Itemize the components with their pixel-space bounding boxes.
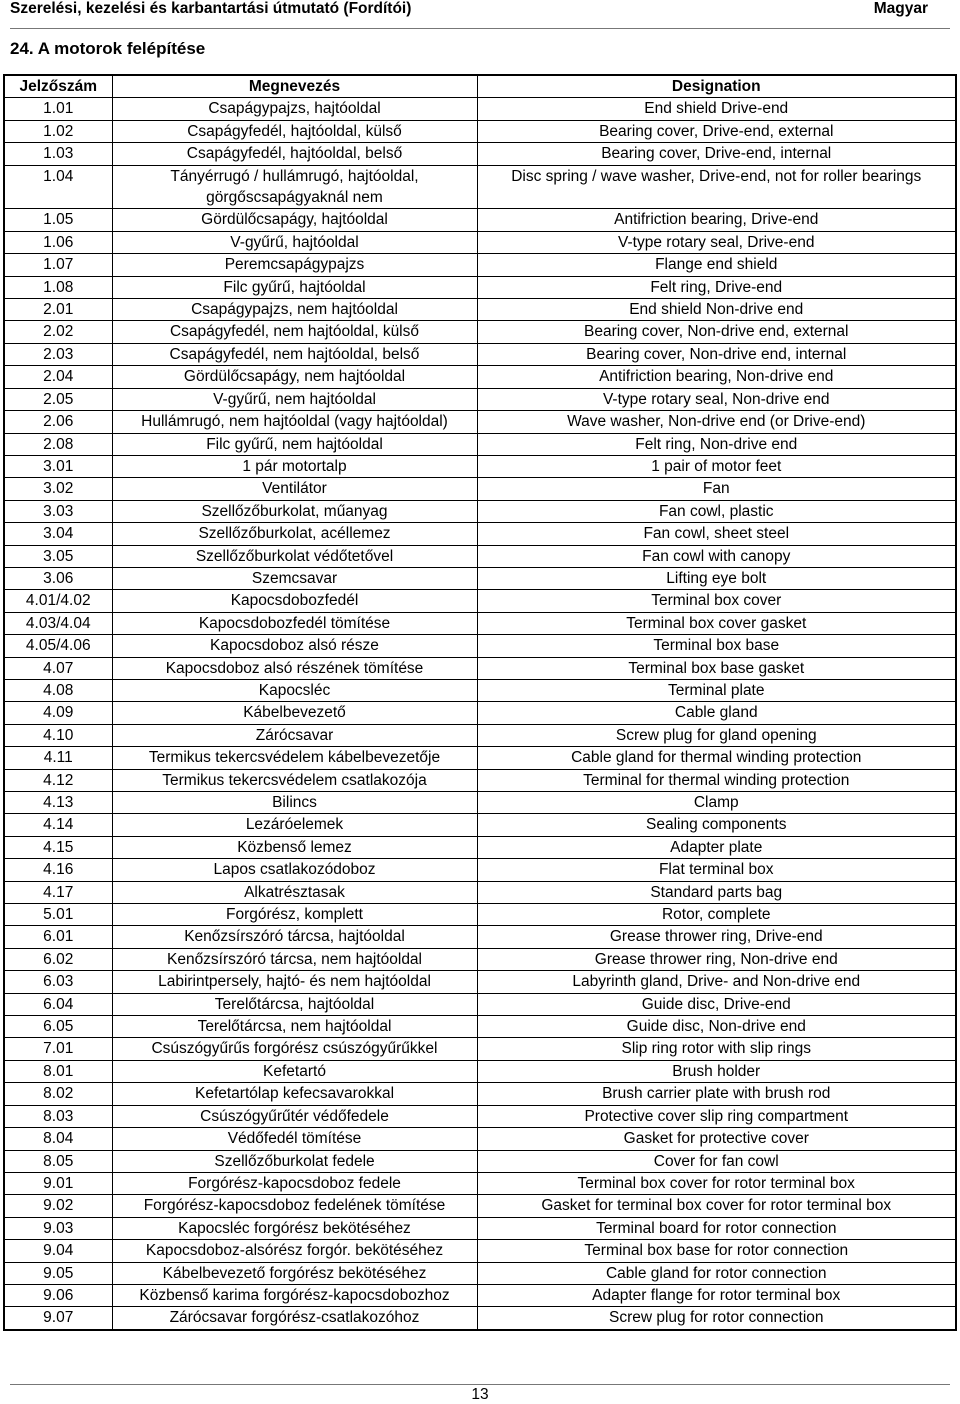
reference-number-cell: 6.01	[4, 926, 112, 948]
designation-cell: Standard parts bag	[477, 881, 956, 903]
table-row	[4, 993, 956, 1015]
hungarian-name-cell: Forgórész-kapocsdoboz fedele	[112, 1172, 477, 1194]
reference-number-cell: 5.01	[4, 904, 112, 926]
table-row	[4, 388, 956, 410]
reference-number-cell: 2.04	[4, 366, 112, 388]
designation-cell: Flat terminal box	[477, 859, 956, 881]
designation-cell: Cover for fan cowl	[477, 1150, 956, 1172]
hungarian-name-cell: Csapágypajzs, nem hajtóoldal	[112, 299, 477, 321]
designation-cell: Brush holder	[477, 1060, 956, 1082]
reference-number-cell: 4.12	[4, 769, 112, 791]
designation-cell: Terminal board for rotor connection	[477, 1217, 956, 1239]
hungarian-name-cell: Filc gyűrű, hajtóoldal	[112, 276, 477, 298]
designation-cell: Fan cowl with canopy	[477, 545, 956, 567]
reference-number-cell: 2.08	[4, 433, 112, 455]
reference-number-cell: 4.07	[4, 657, 112, 679]
reference-number-cell: 4.01/4.02	[4, 590, 112, 612]
footer-divider	[10, 1384, 950, 1385]
hungarian-name-cell: V-gyűrű, hajtóoldal	[112, 231, 477, 253]
table-row	[4, 1150, 956, 1172]
reference-number-cell: 1.07	[4, 254, 112, 276]
hungarian-name-cell: Kapocsdobozfedél tömítése	[112, 612, 477, 634]
hungarian-name-cell: Kenőzsírszóró tárcsa, hajtóoldal	[112, 926, 477, 948]
designation-cell: Labyrinth gland, Drive- and Non-drive end	[477, 971, 956, 993]
hungarian-name-cell: Terelőtárcsa, nem hajtóoldal	[112, 1016, 477, 1038]
designation-cell: Screw plug for gland opening	[477, 724, 956, 746]
reference-number-cell: 4.03/4.04	[4, 612, 112, 634]
hungarian-name-cell: Közbenső karima forgórész-kapocsdobozhoz	[112, 1284, 477, 1306]
hungarian-name-cell: Gördülőcsapágy, hajtóoldal	[112, 209, 477, 231]
designation-cell: Sealing components	[477, 814, 956, 836]
table-row	[4, 366, 956, 388]
table-row	[4, 1262, 956, 1284]
hungarian-name-cell: Szellőzőburkolat védőtetővel	[112, 545, 477, 567]
designation-cell: V-type rotary seal, Drive-end	[477, 231, 956, 253]
table-row	[4, 209, 956, 231]
table-row	[4, 143, 956, 165]
hungarian-name-cell: Kefetartó	[112, 1060, 477, 1082]
document-header-title: Szerelési, kezelési és karbantartási útmutató (Fordítói)	[10, 0, 412, 17]
table-row	[4, 231, 956, 253]
table-row	[4, 523, 956, 545]
reference-number-cell: 3.05	[4, 545, 112, 567]
designation-cell: End shield Non-drive end	[477, 299, 956, 321]
table-row	[4, 1172, 956, 1194]
hungarian-name-cell: Kapocsléc forgórész bekötéséhez	[112, 1217, 477, 1239]
designation-cell: Terminal box cover	[477, 590, 956, 612]
reference-number-cell: 3.06	[4, 567, 112, 589]
designation-cell: Cable gland	[477, 702, 956, 724]
designation-cell: Felt ring, Non-drive end	[477, 433, 956, 455]
hungarian-name-cell: Kapocsdobozfedél	[112, 590, 477, 612]
designation-cell: Wave washer, Non-drive end (or Drive-end)	[477, 411, 956, 433]
table-row	[4, 948, 956, 970]
designation-cell: Flange end shield	[477, 254, 956, 276]
hungarian-name-cell: Gördülőcsapágy, nem hajtóoldal	[112, 366, 477, 388]
designation-cell: Brush carrier plate with brush rod	[477, 1083, 956, 1105]
table-row	[4, 411, 956, 433]
reference-number-cell: 4.13	[4, 792, 112, 814]
hungarian-name-cell: Kábelbevezető	[112, 702, 477, 724]
designation-cell: Terminal box base gasket	[477, 657, 956, 679]
table-row	[4, 836, 956, 858]
designation-cell: Grease thrower ring, Non-drive end	[477, 948, 956, 970]
table-row	[4, 343, 956, 365]
hungarian-name-cell: Hullámrugó, nem hajtóoldal (vagy hajtóoldal)	[112, 411, 477, 433]
designation-cell: Cable gland for rotor connection	[477, 1262, 956, 1284]
table-row	[4, 1038, 956, 1060]
designation-cell: Adapter flange for rotor terminal box	[477, 1284, 956, 1306]
designation-cell: Felt ring, Drive-end	[477, 276, 956, 298]
hungarian-name-cell: Zárócsavar forgórész-csatlakozóhoz	[112, 1307, 477, 1330]
reference-number-cell: 4.09	[4, 702, 112, 724]
table-row	[4, 98, 956, 120]
reference-number-cell: 9.04	[4, 1240, 112, 1262]
designation-cell: Rotor, complete	[477, 904, 956, 926]
designation-cell: V-type rotary seal, Non-drive end	[477, 388, 956, 410]
designation-cell: Terminal box cover gasket	[477, 612, 956, 634]
reference-number-cell: 3.04	[4, 523, 112, 545]
designation-cell: Slip ring rotor with slip rings	[477, 1038, 956, 1060]
table-row	[4, 478, 956, 500]
table-row	[4, 769, 956, 791]
reference-number-cell: 9.01	[4, 1172, 112, 1194]
designation-cell: Fan	[477, 478, 956, 500]
reference-number-cell: 8.02	[4, 1083, 112, 1105]
reference-number-cell: 6.02	[4, 948, 112, 970]
hungarian-name-cell: Csapágyfedél, nem hajtóoldal, külső	[112, 321, 477, 343]
table-row	[4, 120, 956, 142]
reference-number-cell: 9.03	[4, 1217, 112, 1239]
header-divider	[10, 28, 950, 29]
table-row	[4, 321, 956, 343]
hungarian-name-cell: Forgórész-kapocsdoboz fedelének tömítése	[112, 1195, 477, 1217]
table-row	[4, 590, 956, 612]
table-row	[4, 747, 956, 769]
hungarian-name-cell: Kenőzsírszóró tárcsa, nem hajtóoldal	[112, 948, 477, 970]
hungarian-name-cell: Szellőzőburkolat, acéllemez	[112, 523, 477, 545]
reference-number-cell: 8.03	[4, 1105, 112, 1127]
designation-cell: Bearing cover, Non-drive end, internal	[477, 343, 956, 365]
reference-number-cell: 4.11	[4, 747, 112, 769]
reference-number-cell: 9.05	[4, 1262, 112, 1284]
hungarian-name-cell: Labirintpersely, hajtó- és nem hajtóoldal	[112, 971, 477, 993]
hungarian-name-cell: Védőfedél tömítése	[112, 1128, 477, 1150]
hungarian-name-cell: Filc gyűrű, nem hajtóoldal	[112, 433, 477, 455]
reference-number-cell: 2.05	[4, 388, 112, 410]
reference-number-cell: 8.04	[4, 1128, 112, 1150]
column-header-designation: Designation	[477, 75, 956, 98]
table-row	[4, 500, 956, 522]
designation-cell: Bearing cover, Drive-end, internal	[477, 143, 956, 165]
table-row	[4, 1240, 956, 1262]
table-row	[4, 1083, 956, 1105]
reference-number-cell: 3.01	[4, 455, 112, 477]
hungarian-name-cell: Szemcsavar	[112, 567, 477, 589]
hungarian-name-cell: Kapocsdoboz alsó része	[112, 635, 477, 657]
hungarian-name-cell: Kapocsdoboz-alsórész forgór. bekötéséhez	[112, 1240, 477, 1262]
hungarian-name-cell: Csúszógyűrűtér védőfedele	[112, 1105, 477, 1127]
reference-number-cell: 2.01	[4, 299, 112, 321]
reference-number-cell: 1.03	[4, 143, 112, 165]
table-row	[4, 1060, 956, 1082]
reference-number-cell: 4.15	[4, 836, 112, 858]
designation-cell: Bearing cover, Non-drive end, external	[477, 321, 956, 343]
hungarian-name-cell: Kábelbevezető forgórész bekötéséhez	[112, 1262, 477, 1284]
designation-cell: Cable gland for thermal winding protection	[477, 747, 956, 769]
reference-number-cell: 4.05/4.06	[4, 635, 112, 657]
reference-number-cell: 1.04	[4, 165, 112, 209]
designation-cell: Fan cowl, plastic	[477, 500, 956, 522]
reference-number-cell: 6.04	[4, 993, 112, 1015]
reference-number-cell: 4.08	[4, 679, 112, 701]
table-body	[4, 98, 956, 1330]
table-row	[4, 881, 956, 903]
hungarian-name-cell: Csapágyfedél, hajtóoldal, belső	[112, 143, 477, 165]
designation-cell: Gasket for protective cover	[477, 1128, 956, 1150]
section-title: 24. A motorok felépítése	[10, 39, 206, 58]
reference-number-cell: 2.02	[4, 321, 112, 343]
table-row	[4, 971, 956, 993]
designation-cell: Antifriction bearing, Non-drive end	[477, 366, 956, 388]
table-row	[4, 299, 956, 321]
designation-cell: Terminal for thermal winding protection	[477, 769, 956, 791]
designation-cell: Antifriction bearing, Drive-end	[477, 209, 956, 231]
hungarian-name-cell: Terelőtárcsa, hajtóoldal	[112, 993, 477, 1015]
table-row	[4, 859, 956, 881]
hungarian-name-cell: Csapágyfedél, nem hajtóoldal, belső	[112, 343, 477, 365]
hungarian-name-cell: Kefetartólap kefecsavarokkal	[112, 1083, 477, 1105]
hungarian-name-cell: Ventilátor	[112, 478, 477, 500]
hungarian-name-cell: Bilincs	[112, 792, 477, 814]
table-row	[4, 814, 956, 836]
table-row	[4, 657, 956, 679]
table-row	[4, 612, 956, 634]
table-row	[4, 792, 956, 814]
hungarian-name-cell: Peremcsapágypajzs	[112, 254, 477, 276]
designation-cell: Fan cowl, sheet steel	[477, 523, 956, 545]
hungarian-name-cell: Kapocsléc	[112, 679, 477, 701]
designation-cell: Gasket for terminal box cover for rotor terminal box	[477, 1195, 956, 1217]
reference-number-cell: 4.16	[4, 859, 112, 881]
table-row	[4, 1016, 956, 1038]
table-row	[4, 1284, 956, 1306]
table-row	[4, 904, 956, 926]
reference-number-cell: 3.02	[4, 478, 112, 500]
hungarian-name-cell: Lezáróelemek	[112, 814, 477, 836]
reference-number-cell: 1.02	[4, 120, 112, 142]
designation-cell: Screw plug for rotor connection	[477, 1307, 956, 1330]
reference-number-cell: 6.05	[4, 1016, 112, 1038]
hungarian-name-cell: Termikus tekercsvédelem kábelbevezetője	[112, 747, 477, 769]
table-row	[4, 1307, 956, 1330]
table-row	[4, 1105, 956, 1127]
table-row	[4, 545, 956, 567]
table-row	[4, 567, 956, 589]
hungarian-name-cell: Alkatrésztasak	[112, 881, 477, 903]
designation-cell: Grease thrower ring, Drive-end	[477, 926, 956, 948]
hungarian-name-cell: Lapos csatlakozódoboz	[112, 859, 477, 881]
designation-cell: Terminal box base	[477, 635, 956, 657]
designation-cell: Disc spring / wave washer, Drive-end, not for roller bearings	[477, 165, 956, 209]
designation-cell: Adapter plate	[477, 836, 956, 858]
table-row	[4, 433, 956, 455]
hungarian-name-cell: Csúszógyűrűs forgórész csúszógyűrűkkel	[112, 1038, 477, 1060]
table-row	[4, 165, 956, 209]
table-row	[4, 1128, 956, 1150]
reference-number-cell: 1.01	[4, 98, 112, 120]
document-header-language: Magyar	[873, 0, 928, 17]
hungarian-name-cell: Szellőzőburkolat, műanyag	[112, 500, 477, 522]
designation-cell: Bearing cover, Drive-end, external	[477, 120, 956, 142]
hungarian-name-cell: Zárócsavar	[112, 724, 477, 746]
reference-number-cell: 1.05	[4, 209, 112, 231]
reference-number-cell: 2.06	[4, 411, 112, 433]
designation-cell: 1 pair of motor feet	[477, 455, 956, 477]
designation-cell: End shield Drive-end	[477, 98, 956, 120]
designation-cell: Protective cover slip ring compartment	[477, 1105, 956, 1127]
designation-cell: Lifting eye bolt	[477, 567, 956, 589]
table-row	[4, 724, 956, 746]
hungarian-name-cell: Termikus tekercsvédelem csatlakozója	[112, 769, 477, 791]
designation-cell: Guide disc, Drive-end	[477, 993, 956, 1015]
reference-number-cell: 4.17	[4, 881, 112, 903]
reference-number-cell: 4.14	[4, 814, 112, 836]
table-row	[4, 926, 956, 948]
reference-number-cell: 3.03	[4, 500, 112, 522]
reference-number-cell: 9.06	[4, 1284, 112, 1306]
table-row	[4, 702, 956, 724]
table-row	[4, 635, 956, 657]
reference-number-cell: 9.02	[4, 1195, 112, 1217]
hungarian-name-cell: Szellőzőburkolat fedele	[112, 1150, 477, 1172]
table-row	[4, 276, 956, 298]
column-header-hungarian-name: Megnevezés	[112, 75, 477, 98]
table-row	[4, 679, 956, 701]
designation-cell: Terminal plate	[477, 679, 956, 701]
hungarian-name-cell: Közbenső lemez	[112, 836, 477, 858]
table-row	[4, 1195, 956, 1217]
reference-number-cell: 1.06	[4, 231, 112, 253]
hungarian-name-cell: V-gyűrű, nem hajtóoldal	[112, 388, 477, 410]
reference-number-cell: 8.01	[4, 1060, 112, 1082]
hungarian-name-cell: Csapágypajzs, hajtóoldal	[112, 98, 477, 120]
parts-table	[3, 74, 957, 1331]
designation-cell: Terminal box cover for rotor terminal box	[477, 1172, 956, 1194]
hungarian-name-cell: Tányérrugó / hullámrugó, hajtóoldal, görgőscsapágyaknál nem	[112, 165, 477, 209]
table-row	[4, 254, 956, 276]
hungarian-name-cell: Forgórész, komplett	[112, 904, 477, 926]
reference-number-cell: 6.03	[4, 971, 112, 993]
designation-cell: Terminal box base for rotor connection	[477, 1240, 956, 1262]
reference-number-cell: 1.08	[4, 276, 112, 298]
reference-number-cell: 2.03	[4, 343, 112, 365]
reference-number-cell: 9.07	[4, 1307, 112, 1330]
page-number: 13	[471, 1386, 489, 1403]
hungarian-name-cell: 1 pár motortalp	[112, 455, 477, 477]
hungarian-name-cell: Kapocsdoboz alsó részének tömítése	[112, 657, 477, 679]
designation-cell: Guide disc, Non-drive end	[477, 1016, 956, 1038]
reference-number-cell: 8.05	[4, 1150, 112, 1172]
table-header-row	[4, 75, 956, 98]
table-row	[4, 1217, 956, 1239]
designation-cell: Clamp	[477, 792, 956, 814]
hungarian-name-cell: Csapágyfedél, hajtóoldal, külső	[112, 120, 477, 142]
column-header-reference-number: Jelzőszám	[4, 75, 112, 98]
reference-number-cell: 7.01	[4, 1038, 112, 1060]
reference-number-cell: 4.10	[4, 724, 112, 746]
table-row	[4, 455, 956, 477]
